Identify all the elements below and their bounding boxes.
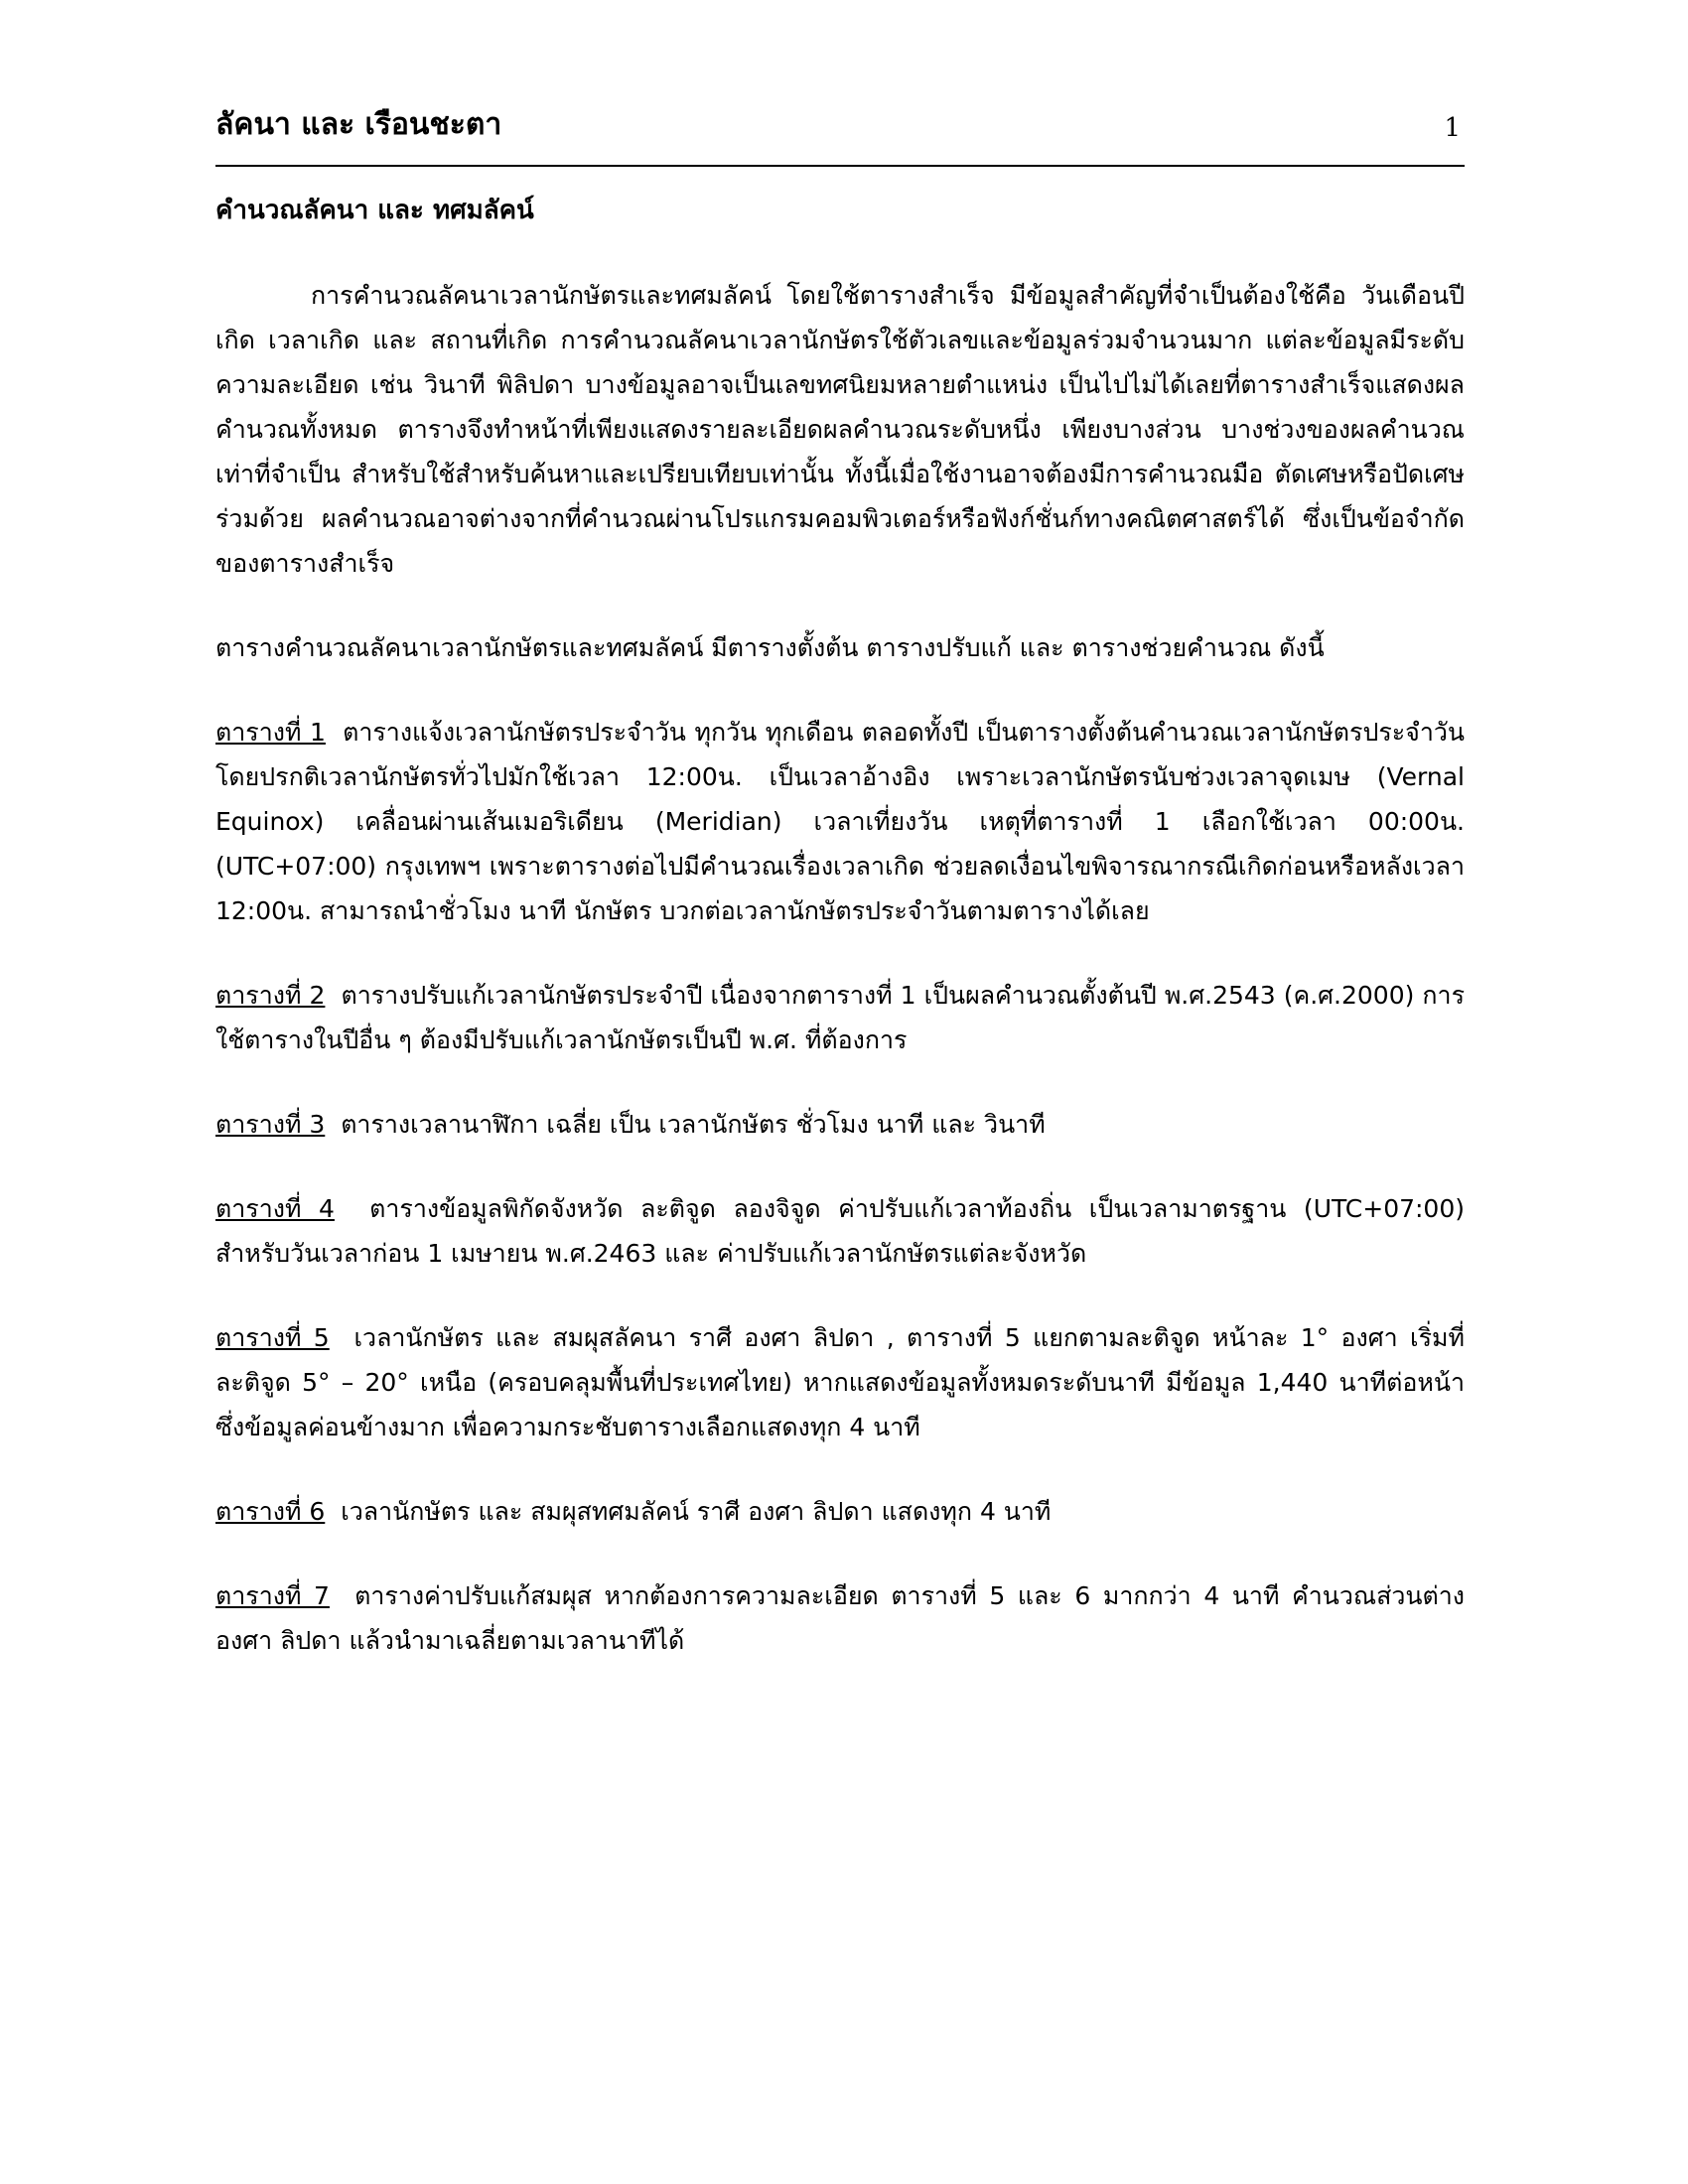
table-text-2: ตารางปรับแก้เวลานักษัตรประจำปี เนื่องจากตารางที่ 1 เป็นผลคำนวณตั้งต้นปี พ.ศ.2543 (ค.ศ.2000) การใช้ตารางในปีอื่น ๆ ต้องมีปรับแก้เวลานักษัตรเป็นปี พ.ศ. ที่ต้องการ: [215, 981, 1465, 1054]
table-label-2: ตารางที่ 2: [215, 981, 326, 1010]
table-label-4: ตารางที่ 4: [215, 1194, 335, 1223]
table-text-5: เวลานักษัตร และ สมผุสลัคนา ราศี องศา ลิปดา , ตารางที่ 5 แยกตามละติจูด หน้าละ 1° องศา เริ่มที่ละติจูด 5° – 20° เหนือ (ครอบคลุมพื้นที่ประเทศไทย) หากแสดงข้อมูลทั้งหมดระดับนาที มีข้อมูล 1,440 นาทีต่อหน้า ซึ่งข้อมูลค่อนข้างมาก เพื่อความกระชับตารางเลือกแสดงทุก 4 นาที: [215, 1323, 1465, 1441]
table-description-1: [215, 710, 1465, 933]
table-description-7: [215, 1573, 1465, 1663]
table-description-5: [215, 1315, 1465, 1449]
table-label-3: ตารางที่ 3: [215, 1110, 326, 1139]
table-description-4: [215, 1186, 1465, 1276]
table-text-3: ตารางเวลานาฬิกา เฉลี่ย เป็น เวลานักษัตร ชั่วโมง นาที และ วินาที: [341, 1110, 1046, 1139]
page-number: 1: [1444, 113, 1461, 143]
table-text-4: ตารางข้อมูลพิกัดจังหวัด ละติจูด ลองจิจูด ค่าปรับแก้เวลาท้องถิ่น เป็นเวลามาตรฐาน (UTC+07:00) สำหรับวันเวลาก่อน 1 เมษายน พ.ศ.2463 และ ค่าปรับแก้เวลานักษัตรแต่ละจังหวัด: [215, 1194, 1465, 1268]
page-header: [215, 99, 1465, 167]
table-text-7: ตารางค่าปรับแก้สมผุส หากต้องการความละเอียด ตารางที่ 5 และ 6 มากกว่า 4 นาที คำนวณส่วนต่างองศา ลิปดา แล้วนำมาเฉลี่ยตามเวลานาทีได้: [215, 1581, 1465, 1655]
table-label-6: ตารางที่ 6: [215, 1497, 326, 1526]
header-title: ลัคนา และ เรือนชะตา: [215, 107, 502, 142]
table-description-6: [215, 1489, 1465, 1534]
summary-paragraph: ตารางคำนวณลัคนาเวลานักษัตรและทศมลัคน์ มีตารางตั้งต้น ตารางปรับแก้ และ ตารางช่วยคำนวณ ดังนี้: [215, 633, 1325, 662]
section-heading: คำนวณลัคนา และ ทศมลัคน์: [215, 196, 534, 225]
table-text-1: ตารางแจ้งเวลานักษัตรประจำวัน ทุกวัน ทุกเดือน ตลอดทั้งปี เป็นตารางตั้งต้นคำนวณเวลานักษัตรประจำวัน โดยปรกติเวลานักษัตรทั่วไปมักใช้เวลา 12:00น. เป็นเวลาอ้างอิง เพราะเวลานักษัตรนับช่วงเวลาจุดเมษ (Vernal Equinox) เคลื่อนผ่านเส้นเมอริเดียน (Meridian) เวลาเที่ยงวัน เหตุที่ตารางที่ 1 เลือกใช้เวลา 00:00น. (UTC+07:00) กรุงเทพฯ เพราะตารางต่อไปมีคำนวณเรื่องเวลาเกิด ช่วยลดเงื่อนไขพิจารณากรณีเกิดก่อนหรือหลังเวลา 12:00น. สามารถนำชั่วโมง นาที นักษัตร บวกต่อเวลานักษัตรประจำวันตามตารางได้เลย: [215, 718, 1465, 925]
intro-paragraph: การคำนวณลัคนาเวลานักษัตรและทศมลัคน์ โดยใช้ตารางสำเร็จ มีข้อมูลสำคัญที่จำเป็นต้องใช้คือ วันเดือนปีเกิด เวลาเกิด และ สถานที่เกิด การคำนวณลัคนาเวลานักษัตรใช้ตัวเลขและข้อมูลร่วมจำนวนมาก แต่ละข้อมูลมีระดับความละเอียด เช่น วินาที พิลิปดา บางข้อมูลอาจเป็นเลขทศนิยมหลายตำแหน่ง เป็นไปไม่ได้เลยที่ตารางสำเร็จแสดงผลคำนวณทั้งหมด ตารางจึงทำหน้าที่เพียงแสดงรายละเอียดผลคำนวณระดับหนึ่ง เพียงบางส่วน บางช่วงของผลคำนวณ เท่าที่จำเป็น สำหรับใช้สำหรับค้นหาและเปรียบเทียบเท่านั้น ทั้งนี้เมื่อใช้งานอาจต้องมีการคำนวณมือ ตัดเศษหรือปัดเศษร่วมด้วย ผลคำนวณอาจต่างจากที่คำนวณผ่านโปรแกรมคอมพิวเตอร์หรือฟังก์ชั่นก์ทางคณิตศาสตร์ได้ ซึ่งเป็นข้อจำกัดของตารางสำเร็จ: [215, 281, 1465, 578]
table-label-5: ตารางที่ 5: [215, 1323, 330, 1352]
table-description-3: [215, 1102, 1465, 1147]
document-body: [215, 189, 1465, 1703]
table-text-6: เวลานักษัตร และ สมผุสทศมลัคน์ ราศี องศา ลิปดา แสดงทุก 4 นาที: [341, 1497, 1052, 1526]
table-description-2: [215, 973, 1465, 1062]
table-label-1: ตารางที่ 1: [215, 718, 326, 747]
table-label-7: ตารางที่ 7: [215, 1581, 330, 1610]
